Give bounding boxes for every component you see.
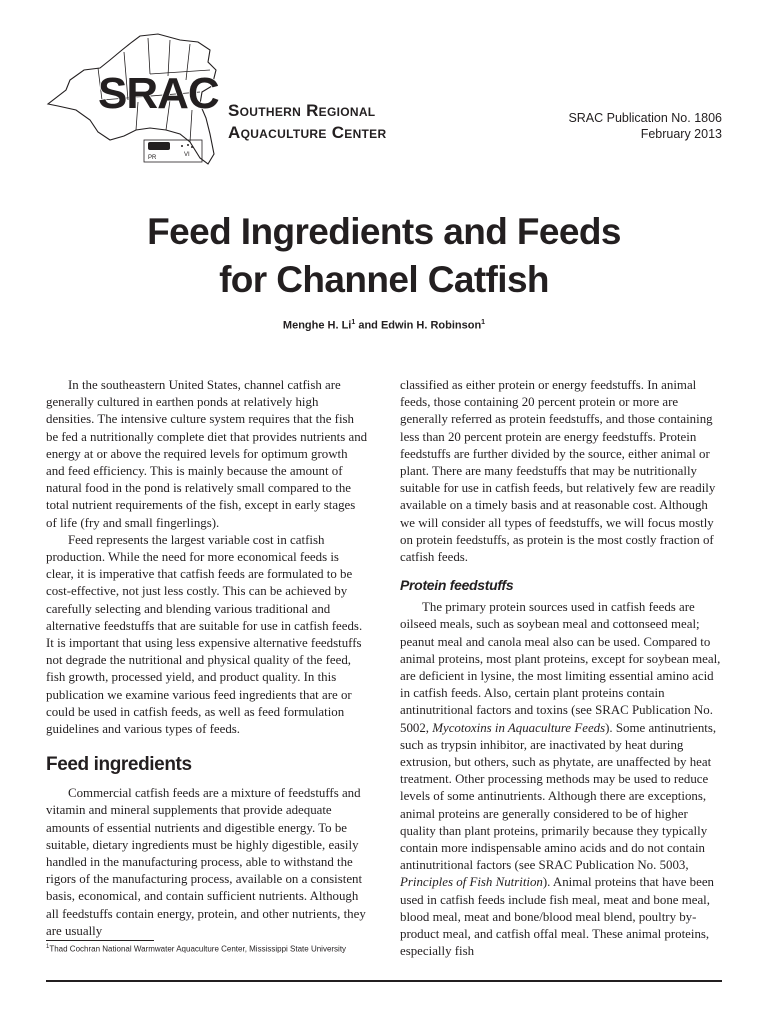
organization-name bbox=[228, 100, 386, 144]
author-2: Edwin H. Robinson bbox=[380, 319, 482, 332]
authors-conjunction: and bbox=[355, 319, 381, 332]
publication-date: February 2013 bbox=[640, 127, 722, 141]
publication-number: SRAC Publication No. 1806 bbox=[568, 111, 722, 125]
column-right bbox=[400, 377, 722, 961]
footnote-marker: 1 bbox=[46, 944, 50, 950]
logo-vi-label: VI bbox=[184, 152, 190, 158]
page-title bbox=[0, 208, 768, 304]
protein-text-3: ). Animal proteins that have been used in catfish feeds include fish meal, meat and bone meal, blood meal, meat and bone/blood meal blend, poultry by-product meal, and catfish offal meal. These animal proteins, especially fish bbox=[400, 875, 714, 959]
logo-text: SRAC bbox=[98, 69, 219, 118]
publication-info bbox=[568, 110, 722, 142]
footnote-text: Thad Cochran National Warmwater Aquaculture Center, Mississippi State University bbox=[49, 944, 347, 954]
org-line-2: Aquaculture Center bbox=[228, 123, 387, 142]
paragraph-commercial-feeds: Commercial catfish feeds are a mixture of feedstuffs and vitamin and mineral supplements that provide adequate amounts of essential nutrients and digestible energy. To be suitable, dietary ingredients must be highly digestible, easily handled in the manufacturing process, able to withstand the rigors of the manufacturing process, available on a consistent basis, economical, and contain sufficient nutrients. Although all feedstuffs contain energy, protein, and other nutrients, they are usually bbox=[46, 786, 366, 938]
org-line-1: Southern Regional bbox=[228, 101, 376, 120]
author-2-affiliation: 1 bbox=[481, 319, 486, 326]
author-1: Menghe H. Li bbox=[282, 319, 352, 332]
reference-title-fish-nutrition: Principles of Fish Nutrition bbox=[400, 875, 543, 890]
reference-title-mycotoxins: Mycotoxins in Aquaculture Feeds bbox=[432, 720, 606, 735]
footnote-divider bbox=[46, 940, 154, 941]
subheading-protein-feedstuffs: Protein feedstuffs bbox=[400, 577, 514, 594]
page-header bbox=[0, 0, 768, 190]
column-left bbox=[46, 377, 368, 940]
paragraph-feed-cost: Feed represents the largest variable cost in catfish production. While the need for more economical feeds is clear, it is imperative that catfish feeds are formulated to be cost-effective, not just less costly. This can be achieved by carefully selecting and blending various traditional and alternative feedstuffs that are suitable for use in catfish feeds. It is important that using less expensive alternative feedstuffs not degrade the nutritional and physical quality of the feed, fish growth, processed yield, and product quality. In this publication we examine various feed ingredients that are or could be used in catfish feeds, as well as feed formulation guidelines and various types of feeds. bbox=[46, 532, 363, 737]
paragraph-intro: In the southeastern United States, channel catfish are generally cultured in earthen ponds at relatively high densities. The intensive culture system requires that the fish be fed a nutritionally complete diet that provides nutrients and energy at or above the required levels for optimum growth and feed efficiency. This is mainly because the amount of natural food in the pond is relatively small compared to the total nutrient requirements of the fish, except in early stages of life (fry and small fingerlings). bbox=[46, 378, 368, 530]
author-1-affiliation: 1 bbox=[351, 319, 356, 326]
logo-pr-label: PR bbox=[148, 155, 157, 161]
title-line-2: for Channel Catfish bbox=[219, 259, 549, 300]
section-heading-feed-ingredients: Feed ingredients bbox=[46, 754, 192, 776]
paragraph-classification: classified as either protein or energy feedstuffs. In animal feeds, those containing 20 percent protein or more are generally referred as protein feedstuffs, and those containing less than 20 percent protein are energy feedstuffs. Protein feedstuffs are further divided by the source, either animal or plant. There are many feedstuffs that may be nutritionally suitable for use in catfish feeds, but relatively few are readily available on a timely basis and at reasonable cost. Although we will consider all types of feedstuffs, we will focus mostly on protein feedstuffs, as protein is the most costly fraction of catfish feeds. bbox=[400, 378, 716, 565]
protein-text-1: The primary protein sources used in catfish feeds are oilseed meals, such as soybean meal and cottonseed meal; peanut meal and canola meal also can be used. Compared to animal proteins, most plant proteins, except for soybean meal, are deficient in lysine, the most limiting essential amino acid in catfish feeds. Also, certain plant proteins contain antinutritional factors and toxins (see SRAC Publication No. 5002, bbox=[400, 600, 721, 735]
authors bbox=[0, 319, 768, 332]
footnote bbox=[46, 944, 346, 954]
southern-states-map-icon bbox=[40, 30, 225, 170]
srac-logo bbox=[40, 30, 225, 175]
title-line-1: Feed Ingredients and Feeds bbox=[147, 211, 621, 252]
page-bottom-rule bbox=[46, 980, 722, 982]
protein-text-2: ). Some antinutrients, such as trypsin inhibitor, are inactivated by heat during extrusion, but others, such as phytate, are unaffected by heat treatment. Other processing methods may be used to reduce levels of some antinutrients. Although there are exceptions, animal proteins are generally considered to be of higher quality than plant proteins, primarily because they typically contain more indispensable amino acids and do not contain antinutritional factors (see SRAC Publication No. 5003, bbox=[400, 720, 717, 873]
paragraph-protein-sources bbox=[400, 599, 722, 960]
